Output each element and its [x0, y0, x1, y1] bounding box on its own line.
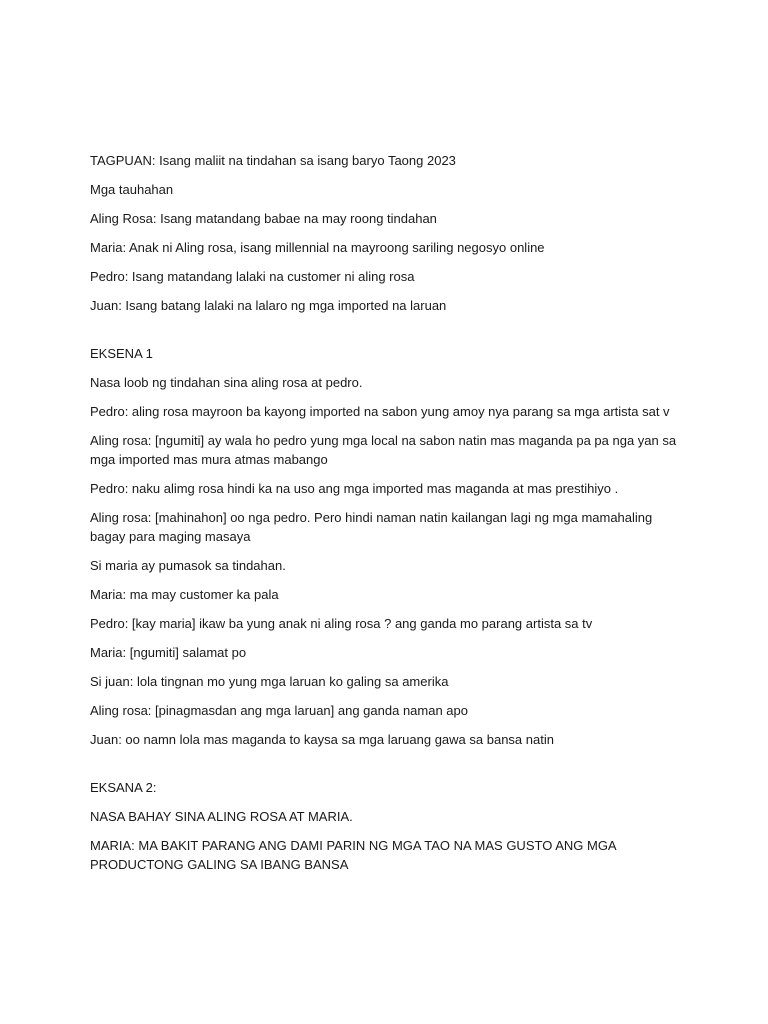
character-maria: Maria: Anak ni Aling rosa, isang millennial na mayroong sariling negosyo online [90, 240, 545, 255]
dialogue-line: Pedro: naku alimg rosa hindi ka na uso ang mga imported mas maganda at mas prestihiyo . [90, 481, 619, 496]
dialogue-line: Pedro: [kay maria] ikaw ba yung anak ni aling rosa ? ang ganda mo parang artista sa tv [90, 616, 593, 631]
character-aling-rosa: Aling Rosa: Isang matandang babae na may roong tindahan [90, 211, 437, 226]
section-spacer [90, 759, 690, 778]
character-pedro: Pedro: Isang matandang lalaki na customer ni aling rosa [90, 269, 415, 284]
characters-heading: Mga tauhahan [90, 182, 174, 197]
setting-line: TAGPUAN: Isang maliit na tindahan sa isang baryo Taong 2023 [90, 153, 456, 168]
dialogue-line: Pedro: aling rosa mayroon ba kayong imported na sabon yung amoy nya parang sa mga artista sat v [90, 404, 670, 419]
character-juan: Juan: Isang batang lalaki na lalaro ng mga imported na laruan [90, 298, 447, 313]
scene-heading: EKSENA 1 [90, 346, 153, 361]
scene-heading: EKSANA 2: [90, 780, 157, 795]
dialogue-line: MARIA: MA BAKIT PARANG ANG DAMI PARIN NG MGA TAO NA MAS GUSTO ANG MGA PRODUCTONG GALING SA IBANG BANSA [90, 838, 616, 872]
dialogue-line: Juan: oo namn lola mas maganda to kaysa sa mga laruang gawa sa bansa natin [90, 732, 554, 747]
dialogue-line: Aling rosa: [pinagmasdan ang mga laruan] ang ganda naman apo [90, 703, 468, 718]
section-spacer [90, 325, 690, 344]
dialogue-line: Maria: ma may customer ka pala [90, 587, 279, 602]
dialogue-line: Aling rosa: [ngumiti] ay wala ho pedro yung mga local na sabon natin mas maganda pa pa nga yan sa mga imported mas mura atmas mabango [90, 433, 677, 467]
dialogue-line: Aling rosa: [mahinahon] oo nga pedro. Pero hindi naman natin kailangan lagi ng mga mamahaling bagay para maging masaya [90, 510, 653, 544]
stage-direction: NASA BAHAY SINA ALING ROSA AT MARIA. [90, 809, 353, 824]
dialogue-line: Si juan: lola tingnan mo yung mga laruan ko galing sa amerika [90, 674, 449, 689]
document-body [90, 151, 690, 884]
dialogue-line: Maria: [ngumiti] salamat po [90, 645, 247, 660]
stage-direction: Nasa loob ng tindahan sina aling rosa at pedro. [90, 375, 363, 390]
stage-direction: Si maria ay pumasok sa tindahan. [90, 558, 286, 573]
